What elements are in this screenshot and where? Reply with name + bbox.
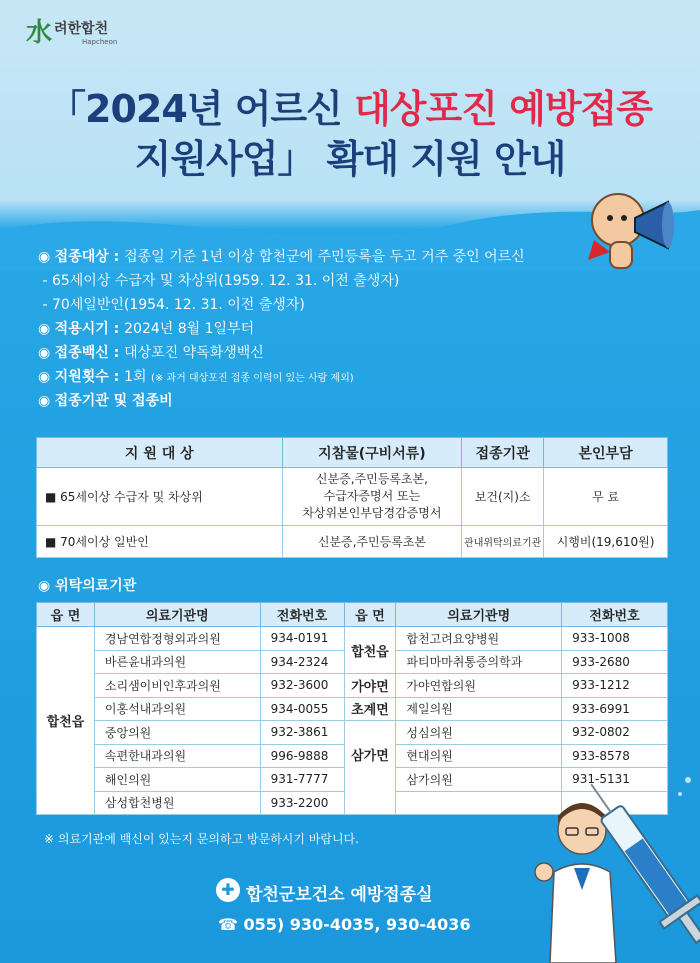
info-key: 접종백신 : bbox=[54, 345, 125, 361]
table-row bbox=[37, 721, 668, 745]
org-name: 합천군보건소 예방접종실 bbox=[246, 885, 433, 905]
title-prefix: 「2024년 어르신 bbox=[48, 87, 355, 131]
target-cell: ■ 65세이상 수급자 및 차상위 bbox=[37, 468, 283, 526]
clinic-phone: 933-1212 bbox=[562, 674, 668, 698]
info-text: - 65세이상 수급자 및 차상위(1959. 12. 31. 이전 출생자) bbox=[42, 273, 400, 289]
region-cell: 초계면 bbox=[344, 697, 396, 721]
clinic-phone: 934-0055 bbox=[260, 697, 344, 721]
column-header: 읍 면 bbox=[344, 603, 396, 627]
clinic-name: 소리샘이비인후과의원 bbox=[94, 674, 260, 698]
column-header: 전화번호 bbox=[260, 603, 344, 627]
column-header: 의료기관명 bbox=[396, 603, 562, 627]
info-text: 접종일 기준 1년 이상 합천군에 주민등록을 두고 거주 중인 어르신 bbox=[124, 249, 525, 265]
table-row bbox=[37, 468, 668, 526]
info-text: - 70세일반인(1954. 12. 31. 이전 출생자) bbox=[42, 297, 305, 313]
bullet: ◉ bbox=[38, 321, 55, 337]
clinic-name: 삼가의원 bbox=[396, 768, 562, 792]
org-cell: 보건(지)소 bbox=[462, 468, 544, 526]
table-row bbox=[37, 627, 668, 651]
doctor-syringe-icon bbox=[530, 760, 700, 963]
clinic-phone: 933-2200 bbox=[260, 791, 344, 815]
clinic-phone: 932-3861 bbox=[260, 721, 344, 745]
clinic-name: 현대의원 bbox=[396, 744, 562, 768]
logo-mark: 水 bbox=[26, 18, 53, 48]
info-item bbox=[38, 293, 598, 317]
info-key: 접종대상 : bbox=[54, 249, 125, 265]
region-cell: 합천읍 bbox=[344, 627, 396, 674]
title-highlight: 대상포진 예방접종 bbox=[354, 87, 652, 131]
footer-organization bbox=[246, 880, 433, 905]
page-title-line1 bbox=[0, 78, 700, 133]
clinic-phone: 934-2324 bbox=[260, 650, 344, 674]
column-header: 접종기관 bbox=[462, 438, 544, 468]
info-item bbox=[38, 389, 598, 413]
hapcheon-logo bbox=[26, 12, 126, 48]
notice-text: ※ 의료기관에 백신이 있는지 문의하고 방문하시기 바랍니다. bbox=[44, 832, 359, 846]
clinic-name: 속편한내과의원 bbox=[94, 744, 260, 768]
table-header-row bbox=[37, 603, 668, 627]
clinic-phone: 934-0191 bbox=[260, 627, 344, 651]
clinic-name: 성심의원 bbox=[396, 721, 562, 745]
bullet: ◉ bbox=[38, 249, 55, 265]
info-key: 적용시기 : bbox=[54, 321, 125, 337]
info-text: 2024년 8월 1일부터 bbox=[124, 321, 255, 337]
page-title-line2: 지원사업」 확대 지원 안내 bbox=[134, 137, 566, 181]
info-item bbox=[38, 245, 598, 269]
column-header: 지 원 대 상 bbox=[37, 438, 283, 468]
table-row bbox=[37, 526, 668, 558]
clinic-phone: 933-6991 bbox=[562, 697, 668, 721]
info-item bbox=[38, 317, 598, 341]
org-cell: 관내위탁의료기관 bbox=[462, 526, 544, 558]
clinic-name: 중앙의원 bbox=[94, 721, 260, 745]
footer-phone: ☎ 055) 930-4035, 930-4036 bbox=[218, 915, 471, 934]
info-text: 1회 bbox=[124, 369, 152, 385]
cost-cell: 무 료 bbox=[544, 468, 668, 526]
clinic-phone: 932-3600 bbox=[260, 674, 344, 698]
clinic-phone: 933-2680 bbox=[562, 650, 668, 674]
table-row bbox=[37, 697, 668, 721]
table-row bbox=[37, 674, 668, 698]
region-cell: 합천읍 bbox=[37, 627, 95, 815]
info-note: (※ 과거 대상포진 접종 이력이 있는 사람 제외) bbox=[151, 373, 354, 384]
column-header: 전화번호 bbox=[562, 603, 668, 627]
clinic-phone: 933-8578 bbox=[562, 744, 668, 768]
docs-cell: 신분증,주민등록초본 bbox=[282, 526, 462, 558]
info-text: 대상포진 약독화생백신 bbox=[124, 345, 264, 361]
clinic-name: 가야연합의원 bbox=[396, 674, 562, 698]
region-cell: 가야면 bbox=[344, 674, 396, 698]
table-header-row bbox=[37, 438, 668, 468]
docs-cell bbox=[282, 468, 462, 526]
support-table bbox=[36, 437, 668, 558]
column-header: 지참물(구비서류) bbox=[282, 438, 462, 468]
clinic-name: 삼성합천병원 bbox=[94, 791, 260, 815]
clinic-phone: 931-7777 bbox=[260, 768, 344, 792]
clinic-name: 제일의원 bbox=[396, 697, 562, 721]
logo-sub: Hapcheon bbox=[82, 38, 118, 46]
docs-line: 수급자증명서 또는 bbox=[323, 489, 421, 503]
info-list bbox=[38, 245, 598, 413]
info-key: 지원횟수 : bbox=[54, 369, 125, 385]
target-cell: ■ 70세이상 일반인 bbox=[37, 526, 283, 558]
clinic-name: 해인의원 bbox=[94, 768, 260, 792]
column-header: 의료기관명 bbox=[94, 603, 260, 627]
info-key: 접종기관 및 접종비 bbox=[54, 393, 173, 409]
clinic-phone: 932-0802 bbox=[562, 721, 668, 745]
clinic-name: 파티마마취통증의학과 bbox=[396, 650, 562, 674]
health-center-icon: ✚ bbox=[216, 878, 240, 902]
bullet: ◉ bbox=[38, 393, 55, 409]
clinic-name: 경남연합정형외과의원 bbox=[94, 627, 260, 651]
clinic-phone: 931-5131 bbox=[562, 768, 668, 792]
info-item bbox=[38, 341, 598, 365]
clinic-name: 합천고려요양병원 bbox=[396, 627, 562, 651]
info-item bbox=[38, 269, 598, 293]
section-heading: ◉ 위탁의료기관 bbox=[38, 578, 137, 594]
bullet: ◉ bbox=[38, 345, 55, 361]
clinic-name: 이홍석내과의원 bbox=[94, 697, 260, 721]
clinic-name: 바른윤내과의원 bbox=[94, 650, 260, 674]
clinic-phone: 933-1008 bbox=[562, 627, 668, 651]
clinic-phone: 996-9888 bbox=[260, 744, 344, 768]
column-header: 읍 면 bbox=[37, 603, 95, 627]
docs-line: 신분증,주민등록초본, bbox=[315, 472, 428, 486]
region-cell: 삼가면 bbox=[344, 721, 396, 815]
info-item bbox=[38, 365, 598, 389]
bullet: ◉ bbox=[38, 369, 55, 385]
docs-line: 차상위본인부담경감증명서 bbox=[302, 506, 442, 520]
logo-text: 려한합천 bbox=[54, 21, 109, 37]
column-header: 본인부담 bbox=[544, 438, 668, 468]
cost-cell: 시행비(19,610원) bbox=[544, 526, 668, 558]
